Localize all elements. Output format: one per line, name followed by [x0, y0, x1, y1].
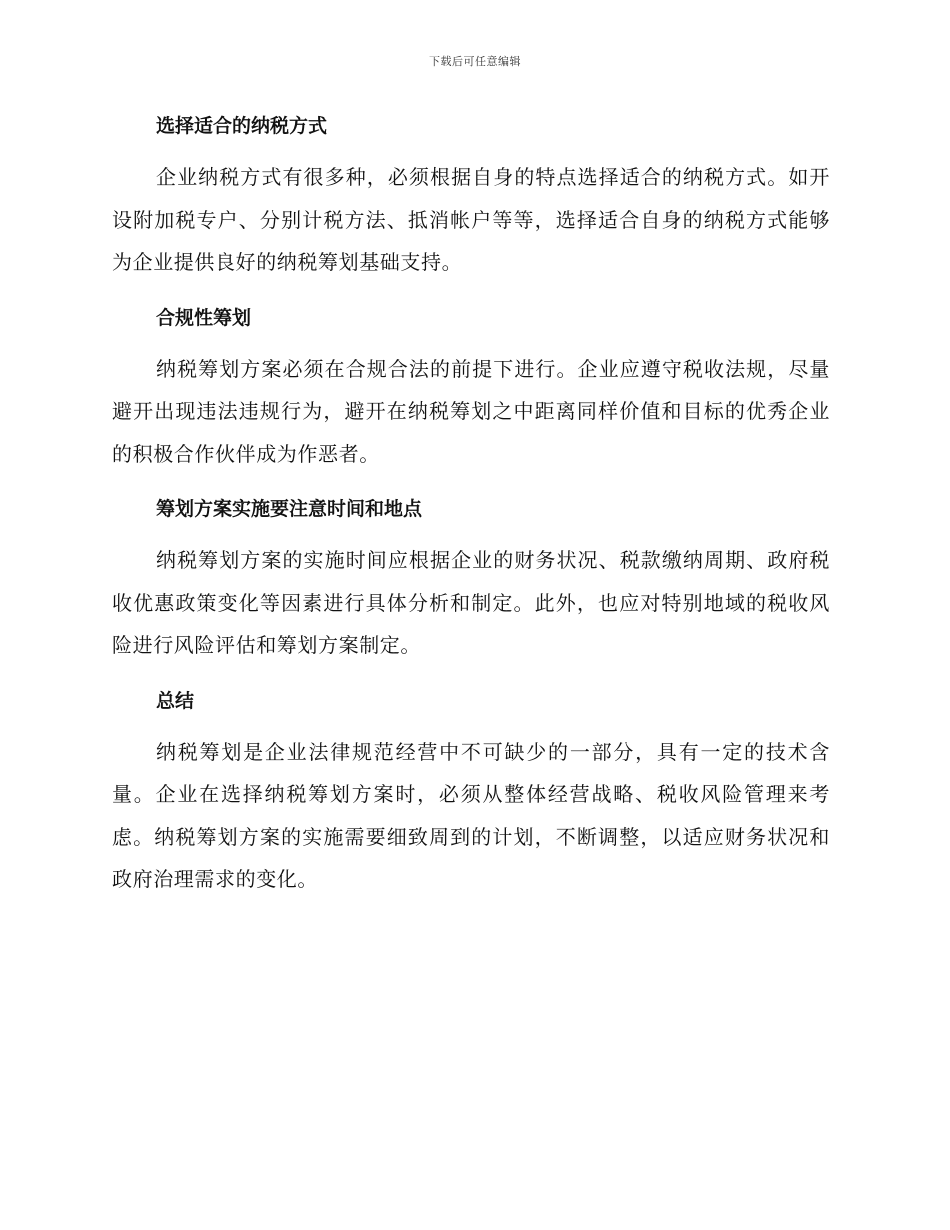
section-heading: 筹划方案实施要注意时间和地点	[156, 498, 423, 520]
section-heading: 合规性筹划	[156, 306, 252, 329]
section-paragraph: 纳税筹划方案必须在合规合法的前提下进行。企业应遵守税收法规，尽量避开出现违法违规行为，避开在纳税筹划之中距离同样价值和目标的优秀企业的积极合作伙伴成为作恶者。	[112, 356, 830, 466]
section-heading: 总结	[156, 689, 195, 712]
section-compliance	[112, 302, 830, 476]
section-paragraph: 纳税筹划方案的实施时间应根据企业的财务状况、税款缴纳周期、政府税收优惠政策变化等因素进行具体分析和制定。此外，也应对特别地域的税收风险进行风险评估和筹划方案制定。	[112, 548, 830, 657]
section-heading: 选择适合的纳税方式	[156, 115, 328, 137]
section-paragraph: 企业纳税方式有很多种，必须根据自身的特点选择适合的纳税方式。如开设附加税专户、分别计税方法、抵消帐户等等，选择适合自身的纳税方式能够为企业提供良好的纳税筹划基础支持。	[112, 165, 830, 274]
section-paragraph: 纳税筹划是企业法律规范经营中不可缺少的一部分，具有一定的技术含量。企业在选择纳税筹划方案时，必须从整体经营战略、税收风险管理来考虑。纳税筹划方案的实施需要细致周到的计划，不断调整，以适应财务状况和政府治理需求的变化。	[112, 739, 830, 891]
header-note: 下载后可任意编辑	[429, 55, 521, 68]
section-summary	[112, 685, 830, 901]
document-body	[112, 110, 830, 919]
section-tax-method	[112, 110, 830, 284]
section-timing-location	[112, 493, 830, 667]
